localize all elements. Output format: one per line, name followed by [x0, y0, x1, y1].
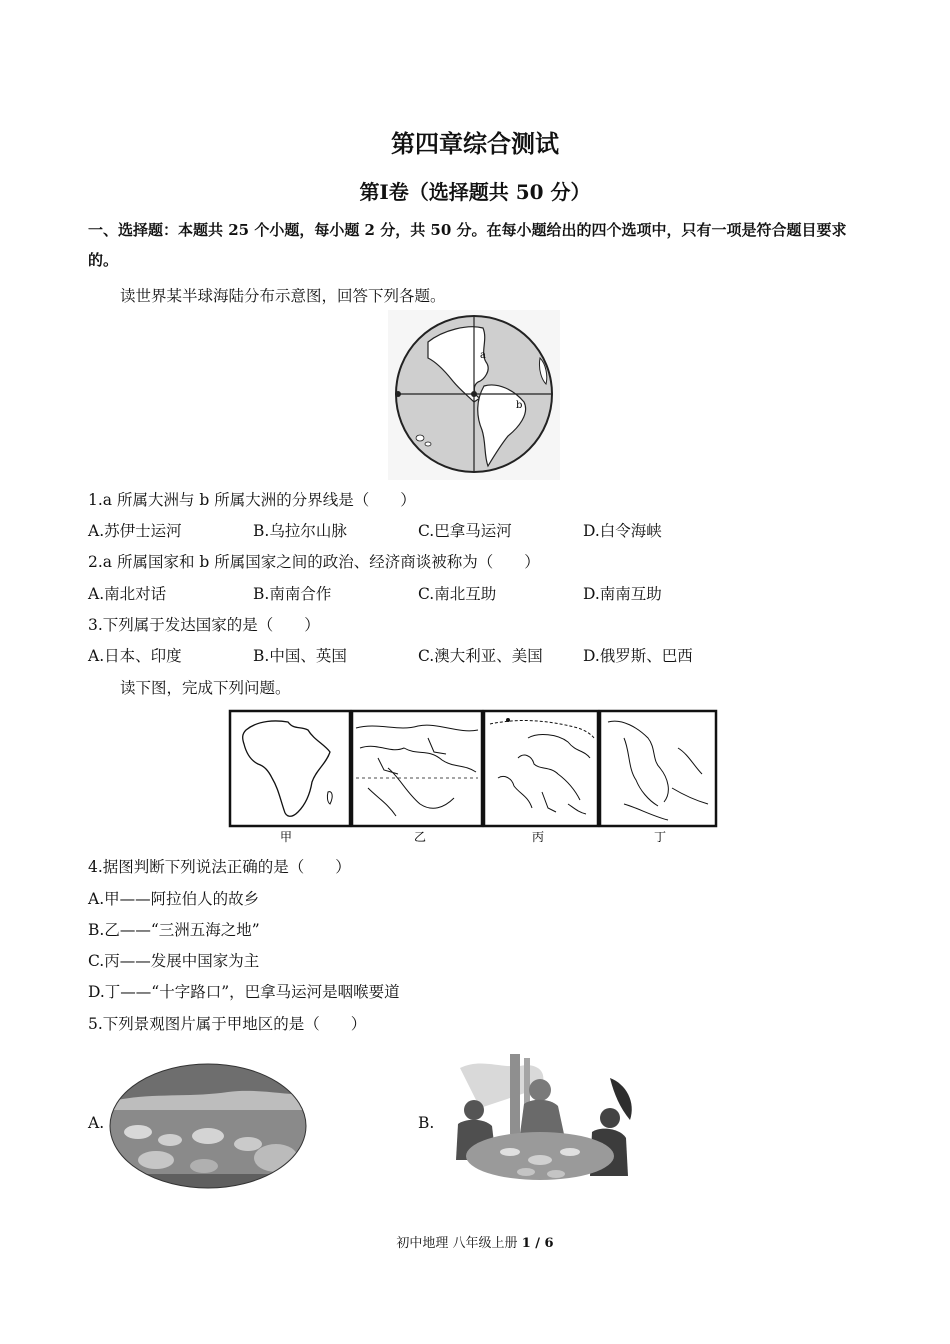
q4-option-d[interactable]: D.丁——“十字路口”，巴拿马运河是咽喉要道	[88, 983, 400, 1001]
hemisphere-map-figure	[388, 310, 560, 480]
question-3-stem: 3.下列属于发达国家的是（ ）	[88, 616, 320, 634]
q2-option-d[interactable]: D.南南互助	[583, 585, 662, 603]
section-instruction: 一、选择题：本题共 25 个小题，每小题 2 分，共 50 分。在每小题给出的四个选项中，只有一项是符合题目要求的。	[88, 221, 847, 269]
map-label-ding: 丁	[654, 830, 667, 844]
label-b: b	[516, 400, 523, 411]
question-4-stem: 4.据图判断下列说法正确的是（ ）	[88, 858, 351, 876]
q3-option-b[interactable]: B.中国、英国	[253, 647, 347, 665]
q1-option-c[interactable]: C.巴拿马运河	[418, 522, 512, 540]
map-frame-bing	[484, 711, 598, 826]
map-label-jia: 甲	[280, 830, 293, 844]
q3-option-c[interactable]: C.澳大利亚、美国	[418, 647, 543, 665]
footer-page-number: 1 / 6	[521, 1236, 554, 1251]
q1-option-b[interactable]: B.乌拉尔山脉	[253, 522, 347, 540]
map-frame-yi	[352, 711, 482, 826]
savanna-landscape-image	[108, 1062, 308, 1190]
q5-option-b[interactable]: B.	[418, 1114, 435, 1132]
label-a: a	[480, 350, 486, 361]
q4-option-a[interactable]: A.甲——阿拉伯人的故乡	[88, 890, 260, 908]
q2-option-b[interactable]: B.南南合作	[253, 585, 332, 603]
q3-option-a[interactable]: A.日本、印度	[88, 647, 182, 665]
section-title: 第Ⅰ卷（选择题共 50 分）	[359, 180, 591, 204]
intro-maps: 读下图，完成下列问题。	[120, 679, 291, 697]
page-title: 第四章综合测试	[391, 129, 559, 158]
dining-scene-image	[440, 1048, 640, 1198]
map-label-yi: 乙	[414, 830, 427, 844]
q4-option-b[interactable]: B.乙——“三洲五海之地”	[88, 921, 260, 939]
q3-option-d[interactable]: D.俄罗斯、巴西	[583, 647, 693, 665]
question-5-stem: 5.下列景观图片属于甲地区的是（ ）	[88, 1015, 367, 1033]
map-frame-ding	[600, 711, 716, 826]
q2-option-a[interactable]: A.南北对话	[88, 585, 167, 603]
q2-option-c[interactable]: C.南北互助	[418, 585, 497, 603]
footer-subject: 初中地理 八年级上册	[396, 1236, 518, 1251]
page-footer	[0, 1232, 950, 1251]
q1-option-a[interactable]: A.苏伊士运河	[88, 522, 182, 540]
intro-globe: 读世界某半球海陆分布示意图，回答下列各题。	[120, 287, 446, 305]
map-label-bing: 丙	[532, 830, 545, 844]
question-2-stem: 2.a 所属国家和 b 所属国家之间的政治、经济商谈被称为（ ）	[88, 553, 540, 571]
regional-maps-figure	[228, 708, 720, 844]
question-1-stem: 1.a 所属大洲与 b 所属大洲的分界线是（ ）	[88, 491, 416, 509]
q5-option-a[interactable]: A.	[88, 1114, 105, 1132]
q1-option-d[interactable]: D.白令海峡	[583, 522, 662, 540]
q4-option-c[interactable]: C.丙——发展中国家为主	[88, 952, 260, 970]
